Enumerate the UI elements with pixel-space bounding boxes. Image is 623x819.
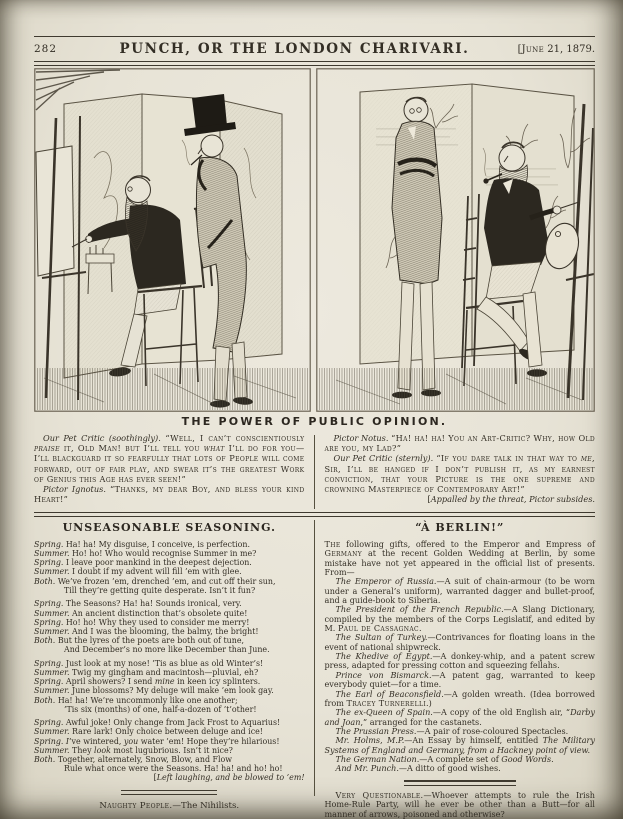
poem-line: Rule what once were the Seasons. Ha! ha! and ho! ho! — [64, 764, 283, 774]
right-article-title: “À BERLIN!” — [415, 521, 505, 534]
cartoon-right-engraving — [316, 68, 595, 412]
poem-line: Summer. I doubt if my advent will fill ’em with glee. — [34, 567, 242, 577]
dialogue-paragraph: Our Pet Critic (sternly). “If you dare talk in that way to me, Sir, I’ll be hanged if I don’t publish it, as my earnest conviction, that your Picture is the one supreme and crowning Masterpiece of Contemporary Art!” — [324, 453, 595, 495]
article-paragraph: The following gifts, offered to the Emperor and Empress of Germany at the recent Golden Wedding at Berlin, by some mistake have not yet appeared in the official list of presents. From— — [324, 539, 595, 578]
poem-line: Summer. And I was the blooming, the balmy, the bright! — [34, 626, 259, 636]
poem-line: Summer. Ho! ho! Who would recognise Summer in me? — [34, 549, 257, 559]
poem-line: Both. But the lyres of the poets are both out of tune, — [34, 636, 245, 646]
article-paragraph: Prince von Bismarck.—A patent gag, warranted to keep everybody quiet—for a time. — [324, 669, 595, 690]
article-left — [34, 521, 315, 819]
short-divider-right — [404, 780, 516, 786]
dialogue-paragraph: Pictor Ignotus. “Thanks, my dear Boy, and bless your kind Heart!” — [34, 484, 305, 505]
article-paragraph: The German Nation.—A complete set of Good Words. — [335, 753, 554, 764]
cartoon-caption: THE POWER OF PUBLIC OPINION. — [181, 415, 448, 428]
column-rule-top — [314, 435, 315, 509]
poem-line: [Left laughing, and be blowed to ’em! — [153, 773, 305, 783]
poem-line: Summer. Twig my gingham and macintosh—pluvial, eh? — [34, 668, 259, 678]
article-paragraph: The ex-Queen of Spain.—A copy of the old English air, “Darby and Joan,” arranged for the castanets. — [324, 707, 595, 727]
poem-line: And December’s no more like December than June. — [64, 645, 270, 655]
page-number: 282 — [34, 43, 58, 55]
dialogue-left-column — [34, 433, 315, 511]
right-footnote: Very Questionable.—Whoever attempts to rule the Irish Home-Rule Party, will he ever be other than a Butt—for all manner of arrows, poisoned and otherwise? — [324, 789, 595, 819]
section-rule — [34, 512, 595, 517]
poem-line: Spring. Just look at my nose! ’Tis as blue as old Winter’s! — [34, 658, 264, 668]
articles — [34, 521, 595, 819]
poem-line: Spring. Awful joke! Only change from Jack Frost to Aquarius! — [34, 718, 281, 728]
poem-line: Spring. April showers? I send mine in keen icy splinters. — [34, 677, 261, 687]
poem-line: Summer. Rare lark! Only choice between deluge and ice! — [34, 727, 263, 737]
poem-line: Summer. They look most lugubrious. Isn’t it nice? — [34, 745, 233, 755]
article-paragraph: The Prussian Press.—A pair of rose-coloured Spectacles. — [335, 725, 569, 736]
cartoon-left-engraving — [34, 68, 311, 412]
poem-line: Spring. Ho! ho! Why they used to consider me merry! — [34, 617, 250, 627]
dialogue-right-column — [315, 433, 596, 511]
article-right — [315, 521, 596, 819]
article-paragraph: Mr. Holms, M.P.—An Essay by himself, entitled The Military Systems of England and Germany, from a Hackney point of view. — [324, 735, 595, 755]
article-paragraph: The Emperor of Russia.—A suit of chain-armour (to be worn under a General’s uniform), warranted dagger and bullet-proof, and a guide-book to Siberia. — [324, 576, 595, 606]
short-divider-left — [121, 790, 217, 795]
dialogue-paragraph: [Appalled by the threat, Pictor subsides. — [427, 494, 595, 505]
cartoon-illustrations — [34, 68, 595, 412]
poem-line: Both. Ha! ha! We’re uncommonly like one another; — [34, 695, 238, 705]
masthead-title: PUNCH, OR THE LONDON CHARIVARI. — [119, 41, 470, 57]
poem — [34, 540, 305, 782]
gift-list — [325, 540, 596, 774]
poem-line: ’Tis six (months) of one, half-a-dozen of ’t’other! — [64, 704, 257, 714]
poem-line: Both. Together, alternately, Snow, Blow, and Flow — [34, 754, 233, 764]
article-paragraph: The Earl of Beaconsfield.—A golden wreath. (Idea borrowed from Tracey Turnerelli.) — [324, 688, 596, 708]
article-paragraph: The Sultan of Turkey.—Contrivances for floating loans in the event of national shipwreck. — [324, 632, 596, 652]
header-rule — [34, 61, 595, 66]
dialogue-paragraph: Pictor Notus. “Ha! ha! ha! You an Art-Critic? Why, how Old are you, my Lad?” — [324, 433, 596, 454]
poem-line: Summer. June blossoms? My deluge will make ’em look gay. — [34, 686, 274, 696]
poem-line: Summer. An ancient distinction that’s obsolete quite! — [34, 608, 248, 618]
page-header — [34, 36, 595, 61]
poem-line: Both. We’ve frozen ’em, drenched ’em, and cut off their sun, — [34, 576, 276, 586]
left-footnote: Naughty People.—The Nihilists. — [99, 801, 240, 812]
poem-line: Spring. Ha! ha! My disguise, I conceive, is perfection. — [34, 540, 250, 549]
poem-line: Spring. I’ve wintered, you water ’em! Hope they’re hilarious! — [34, 736, 280, 746]
left-article-title: UNSEASONABLE SEASONING. — [62, 521, 276, 534]
poem-line: Spring. The Seasons? Ha! ha! Sounds ironical, very. — [34, 599, 242, 609]
issue-date: [June 21, 1879. — [517, 43, 595, 55]
article-paragraph: The Khedive of Egypt.—A donkey-whip, and a patent screw press, adapted for pressing cotton and squeezing fellahs. — [324, 651, 595, 671]
dialogue-paragraph: Our Pet Critic (soothingly). “Well, I can’t conscientiously praise it, Old Man! but I’ll tell you what I’ll do for you—I’ll blackguard it so fearfully that lots of People will come forward, out of fair play, and swear it’s the greatest Work of Genius this Age has ever seen!” — [34, 433, 305, 484]
article-paragraph: The President of the French Republic.—A Slang Dictionary, compiled by the members of the Corps Legislatif, and edited by M. Paul de Cassagnac. — [324, 604, 595, 634]
article-paragraph: And Mr. Punch.—A ditto of good wishes. — [335, 763, 501, 774]
poem-line: Spring. I leave poor mankind in the deepest dejection. — [34, 558, 252, 568]
poem-line: Till they’re getting quite desperate. Isn’t it fun? — [64, 585, 256, 595]
